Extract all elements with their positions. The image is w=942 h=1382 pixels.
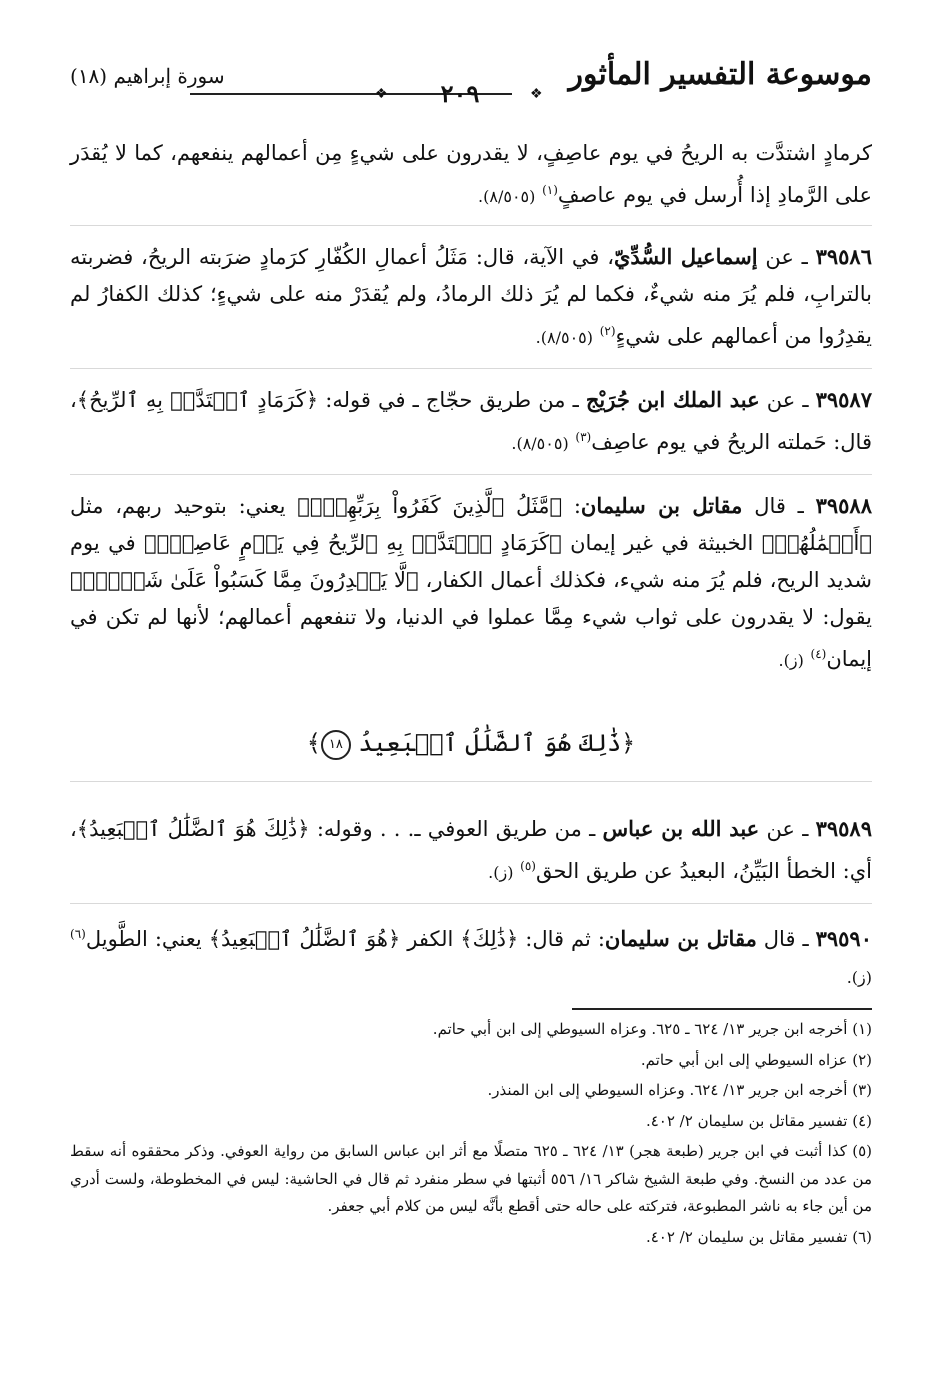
narration-39587 [70,381,872,475]
paragraph-text: كرمادٍ اشتدَّت به الريحُ في يوم عاصِفٍ، لا يقدرون على شيءٍ مِن أعمالهم ينفعهم، كما لا يُقدَر على الرَّمادِ إذا أُرسل في يوم عاصفٍ [70,141,872,207]
footnote-1: (١) أخرجه ابن جرير ١٣/ ٦٢٤ ـ ٦٢٥. وعزاه السيوطي إلى ابن أبي حاتم. [432,1020,872,1038]
cross-reference: (ز). [778,651,804,670]
header-rule-left [190,93,370,95]
narrator-name: مقاتل بن سليمان [580,493,743,518]
narration-number: ٣٩٥٨٩ [815,816,872,841]
quran-verse-heading [70,723,872,782]
footnote-marker: (٤) [810,647,827,661]
ayah-number-icon: ١٨ [321,730,351,760]
paragraph-continuation [70,135,872,226]
narration-prefix: ـ قال [756,927,816,951]
footnote-5: (٥) كذا أثبت في ابن جرير (طبعة هجر) ١٣/ ٦٢٤ ـ ٦٢٥ متصلًا مع أثر ابن عباس السابق من رواية العوفي. وذكر محققوه أنه سقط من عدد من النسخ. وفي طبعة الشيخ شاكر ١٦/ ٥٥٦ أثبتها في سطر منفرد ثم قال في الحاشية: ليس في المخطوطة، ولست أدري من أين جاء به ناشر المطبوعة، فتركته على حاله حتى أقطع بأنَّه ليس من كلام أبي جعفر. [70,1142,873,1215]
footnote-marker: (٥) [520,859,536,873]
paragraph-text: ـ من طريق حجّاج ـ في قوله: ﴿كَرَمَادٍ ٱشۡتَدَّتۡ بِهِ ٱلرِّيحُ﴾، قال: حَملته الريحُ في يوم عاصِف [70,388,872,454]
paragraph-text: ـ من طريق العوفي ـ. . . وقوله: ﴿ذَٰلِكَ هُوَ ٱلضَّلَٰلُ ٱلۡبَعِيدُ﴾، أي: الخطأ البَيِّنُ، البعيدُ عن طريق الحق [70,817,872,883]
footnote-6: (٦) تفسير مقاتل بن سليمان ٢/ ٤٠٢. [645,1227,872,1246]
cross-reference: (ز). [488,863,514,882]
narration-number: ٣٩٥٨٧ [815,387,872,412]
narration-prefix: ـ عن [757,245,816,269]
page-number: ٢٠٩ [440,79,480,108]
narration-prefix: ـ عن [759,817,816,841]
narration-number: ٣٩٥٨٨ [815,493,872,518]
narration-39588 [70,487,872,691]
surah-name: سورة إبراهيم (١٨) [70,64,225,88]
narrator-name: عبد الملك ابن جُرَيْج [585,387,760,412]
footnote-separator [572,1008,872,1010]
verse-text: ﴿ذَٰلِكَ هُوَ ٱلضَّلَٰلُ ٱلۡبَعِيدُ [358,729,636,757]
cross-reference: (ز). [846,968,872,987]
paragraph-text: ، في الآية، قال: مَثَلُ أعمالِ الكُفّارِ كرَمادٍ ضرَبته الريحُ، فضربته بالترابِ، فلم يُرَ منه شيءٌ، فكما لم يُرَ ذلك الرمادُ، ولم يُقدَرْ منه على شيءٍ؛ كذلك الكفارُ لم يقدِرُوا من أعمالهم على شيءٍ [70,245,872,348]
narration-prefix: ـ قال [742,494,816,518]
footnote-4: (٤) تفسير مقاتل بن سليمان ٢/ ٤٠٢. [645,1111,872,1130]
narrator-name: عبد الله بن عباس [602,816,760,841]
narrator-name: إسماعيل السُّدِّيّ [613,244,758,269]
main-text [70,135,872,1020]
page-header [70,55,872,115]
narration-number: ٣٩٥٨٦ [815,244,872,269]
verse-close: ﴾ [306,729,321,757]
footnote-marker: (٦) [70,927,86,941]
paragraph-text: : ﴿مَّثَلُ ٱلَّذِينَ كَفَرُواْ بِرَبِّهِمۡۖ﴾ يعني: بتوحيد ربهم، مثل ﴿أَعۡمَٰلُهُمۡ﴾ الخبيثة في غير إيمان ﴿كَرَمَادٍ ٱشۡتَدَّتۡ بِهِ ٱلرِّيحُ فِي يَوۡمٍ عَاصِفٖۖ﴾ في يوم شديد الريح، فلم يُرَ منه شيء، فكذلك أعمال الكفار، ﴿لَّا يَقۡدِرُونَ مِمَّا كَسَبُواْ عَلَىٰ شَيۡءٖۚ﴾ يقول: لا يقدرون على ثواب شيء مِمَّا عملوا في الدنيا، ولا تنفعهم أعمالهم؛ لأنها لم تكن في إيمان [70,494,872,671]
book-title: موسوعة التفسير المأثور [568,57,872,92]
footnote-3: (٣) أخرجه ابن جرير ١٣/ ٦٢٤. وعزاه السيوطي إلى ابن المنذر. [487,1081,872,1099]
cross-reference: (٨/٥٠٥). [478,187,536,206]
footnote-marker: (٣) [575,430,592,444]
footnote-marker: (١) [542,183,558,197]
narration-39586 [70,238,872,369]
narration-prefix: ـ عن [759,388,816,412]
narration-number: ٣٩٥٩٠ [815,926,872,951]
paragraph-text: : ثم قال: ﴿ذَٰلِكَ﴾ الكفر ﴿هُوَ ٱلضَّلَٰلُ ٱلۡبَعِيدُ﴾ يعني: الطَّويل [85,927,605,951]
narration-39590 [70,916,872,1008]
cross-reference: (٨/٥٠٥). [511,434,569,453]
footnote-2: (٢) عزاه السيوطي إلى ابن أبي حاتم. [640,1050,872,1069]
ornament-icon: ❖ [530,86,543,102]
cross-reference: (٨/٥٠٥). [535,328,594,347]
narration-39589 [70,810,872,904]
footnote-marker: (٢) [599,324,616,338]
ornament-icon: ❖ [375,86,388,102]
footnotes [70,1016,872,1254]
narrator-name: مقاتل بن سليمان [604,926,757,951]
